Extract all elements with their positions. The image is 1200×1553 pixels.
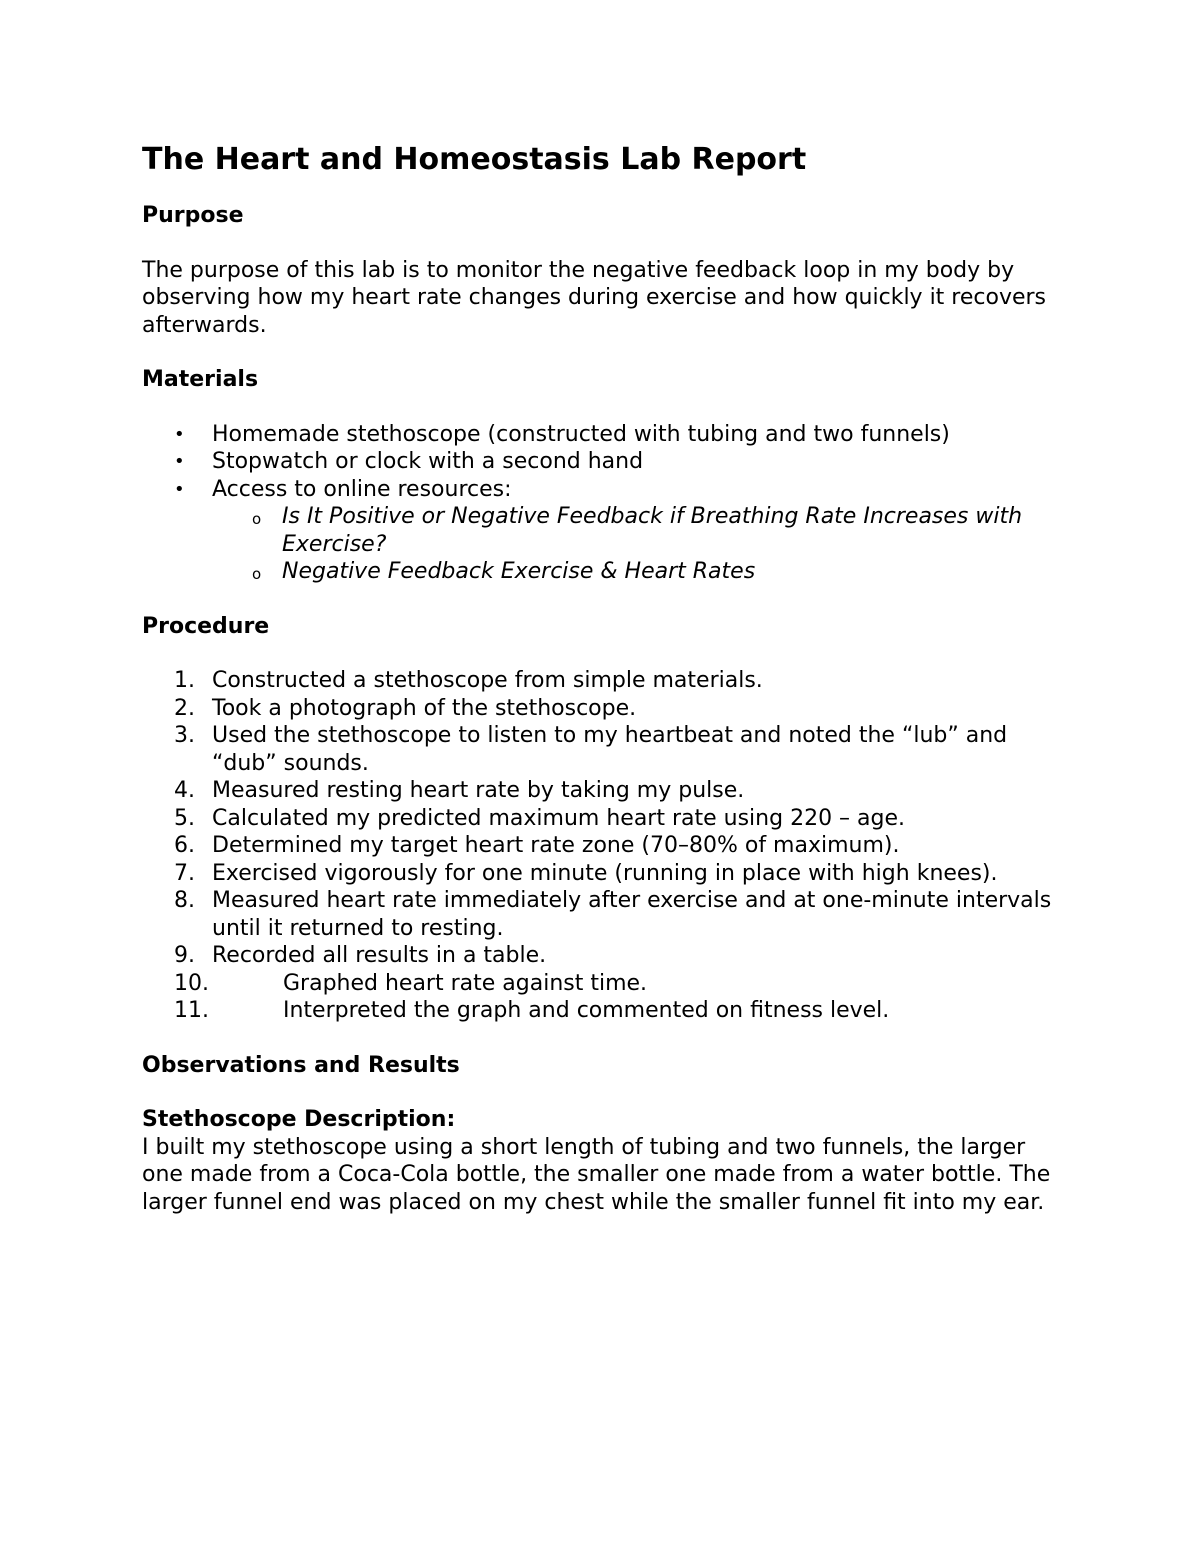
step-number: 4.: [174, 778, 195, 803]
list-item: [142, 667, 1072, 695]
procedure-list: [142, 667, 1072, 1025]
list-item: [142, 997, 1072, 1025]
resource-title: Is It Positive or Negative Feedback if Breathing Rate Increases with Exercise?: [282, 504, 1023, 557]
list-item: [142, 860, 1072, 888]
list-item: [142, 887, 1072, 942]
purpose-text: The purpose of this lab is to monitor the negative feedback loop in my body by observing how my heart rate changes during exercise and how quickly it recovers afterwards.: [142, 257, 1047, 338]
document-title: The Heart and Homeostasis Lab Report: [142, 142, 807, 177]
sub-bullet-icon: o: [252, 565, 262, 583]
step-number: 8.: [174, 888, 195, 913]
step-text: Used the stethoscope to listen to my heartbeat and noted the “lub” and “dub” sounds.: [212, 723, 1008, 776]
step-number: 10.: [174, 970, 209, 996]
step-text: Calculated my predicted maximum heart rate using 220 – age.: [212, 805, 906, 831]
list-item: [142, 777, 1072, 805]
materials-heading: Materials: [142, 367, 259, 392]
step-text: Measured resting heart rate by taking my pulse.: [212, 778, 745, 803]
step-number: 1.: [174, 668, 195, 693]
step-text: Took a photograph of the stethoscope.: [212, 695, 637, 721]
list-item: [142, 421, 1072, 449]
procedure-heading: Procedure: [142, 613, 270, 639]
list-item: [142, 695, 1072, 723]
step-number: 3.: [174, 723, 195, 748]
list-item: [142, 476, 1072, 586]
sub-bullet-icon: o: [252, 510, 262, 528]
resources-list: [212, 503, 1072, 586]
list-item: [142, 805, 1072, 833]
bullet-icon: •: [174, 451, 185, 472]
list-item: [142, 970, 1072, 998]
material-text: Access to online resources:: [212, 476, 512, 502]
list-item: [212, 503, 1072, 558]
step-number: 7.: [174, 860, 195, 886]
purpose-heading: Purpose: [142, 203, 244, 228]
resource-title: Negative Feedback Exercise & Heart Rates: [282, 559, 756, 584]
step-text: Measured heart rate immediately after exercise and at one-minute intervals until it returned to resting.: [212, 888, 1052, 941]
stethoscope-subheading: Stethoscope Description:: [142, 1107, 456, 1132]
step-number: 5.: [174, 805, 195, 831]
list-item: [142, 722, 1072, 777]
document-page: [142, 140, 1072, 1216]
bullet-icon: •: [174, 423, 185, 445]
step-number: 11.: [174, 998, 209, 1023]
step-text: Interpreted the graph and commented on fitness level.: [283, 998, 890, 1023]
step-text: Recorded all results in a table.: [212, 943, 547, 968]
material-text: Stopwatch or clock with a second hand: [212, 449, 644, 474]
step-text: Exercised vigorously for one minute (running in place with high knees).: [212, 860, 998, 886]
step-number: 9.: [174, 943, 195, 968]
list-item: [142, 448, 1072, 476]
material-text: Homemade stethoscope (constructed with tubing and two funnels): [212, 421, 950, 447]
list-item: [142, 832, 1072, 860]
step-text: Determined my target heart rate zone (70–80% of maximum).: [212, 833, 900, 858]
step-number: 2.: [174, 695, 195, 721]
step-text: Constructed a stethoscope from simple materials.: [212, 668, 763, 693]
materials-list: [142, 421, 1072, 586]
step-text: Graphed heart rate against time.: [283, 970, 648, 996]
list-item: [212, 558, 1072, 586]
list-item: [142, 942, 1072, 970]
observations-heading: Observations and Results: [142, 1052, 460, 1078]
bullet-icon: •: [174, 478, 185, 500]
stethoscope-description: I built my stethoscope using a short length of tubing and two funnels, the larger one made from a Coca-Cola bottle, the smaller one made from a water bottle. The larger funnel end was placed on my chest while the smaller funnel fit into my ear.: [142, 1134, 1051, 1215]
step-number: 6.: [174, 833, 195, 858]
